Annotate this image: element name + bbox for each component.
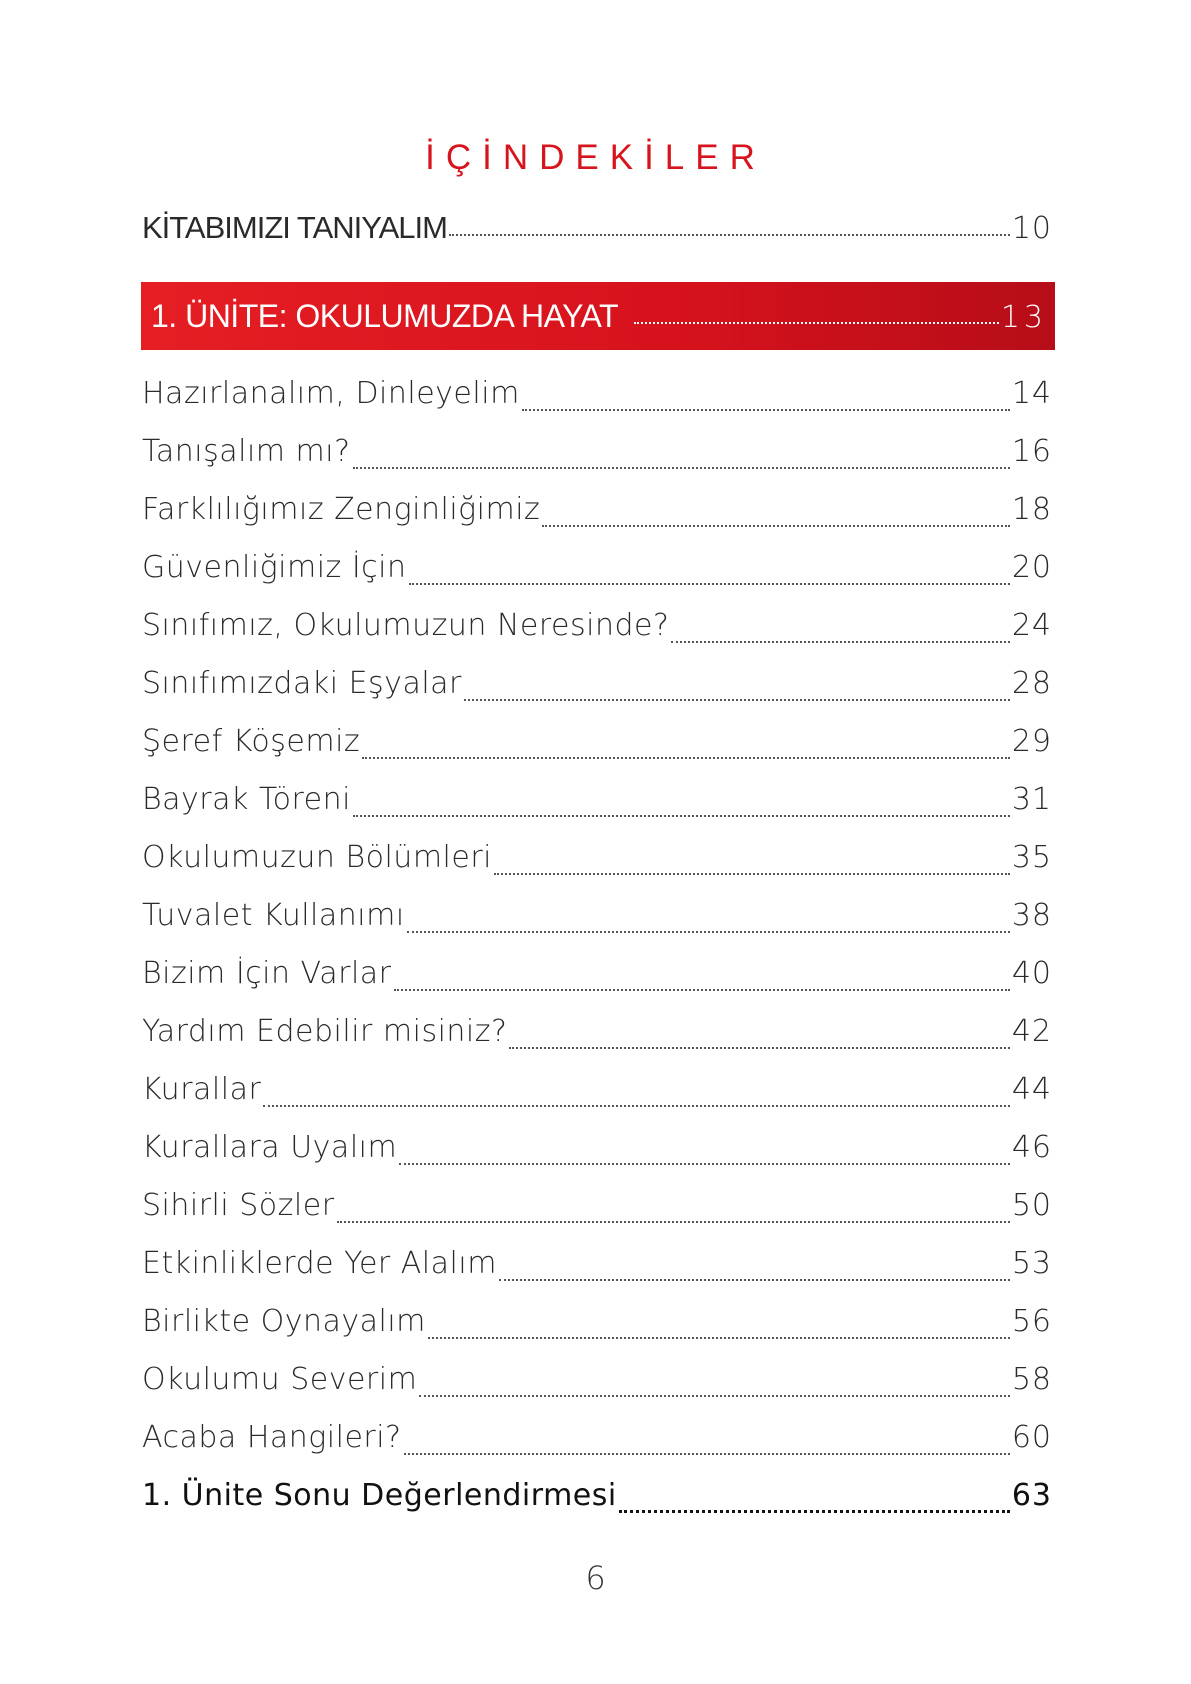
toc-entry-label: Acaba Hangileri? <box>142 1420 402 1455</box>
toc-entry-page: 60 <box>1011 1420 1052 1455</box>
toc-entry[interactable] <box>142 539 1052 597</box>
toc-title: İÇİNDEKİLER <box>425 138 766 177</box>
toc-entry-page: 35 <box>1011 840 1052 875</box>
toc-entry[interactable] <box>142 1293 1052 1351</box>
toc-entry[interactable] <box>142 713 1052 771</box>
toc-entry-page: 18 <box>1011 492 1052 527</box>
toc-entry-page: 53 <box>1011 1246 1052 1281</box>
toc-entry-page: 28 <box>1011 666 1052 701</box>
toc-entry[interactable] <box>142 945 1052 1003</box>
toc-entry[interactable] <box>142 1003 1052 1061</box>
page-number: 6 <box>585 1559 606 1597</box>
unit-header-bar[interactable] <box>141 282 1055 350</box>
toc-entry-label: Sınıfımızdaki Eşyalar <box>142 666 462 701</box>
toc-entry-label: Bayrak Töreni <box>142 782 351 817</box>
toc-entry[interactable] <box>142 1409 1052 1467</box>
dot-leader <box>353 467 1010 469</box>
dot-leader <box>404 1453 1010 1455</box>
toc-entry-page: 56 <box>1011 1304 1052 1339</box>
toc-entry[interactable] <box>142 1351 1052 1409</box>
toc-entry-label: Sınıfımız, Okulumuzun Neresinde? <box>142 608 670 643</box>
dot-leader <box>619 1510 1010 1513</box>
dot-leader <box>449 234 1010 236</box>
dot-leader <box>494 873 1010 875</box>
dot-leader <box>394 989 1010 991</box>
dot-leader <box>464 699 1010 701</box>
dot-leader <box>499 1279 1010 1281</box>
dot-leader <box>634 322 999 324</box>
toc-entry-page: 10 <box>1011 211 1052 246</box>
toc-entry-page: 31 <box>1011 782 1052 817</box>
toc-entry[interactable] <box>142 365 1052 423</box>
toc-entry-unit-assessment[interactable] <box>142 1467 1052 1525</box>
toc-entry-page: 14 <box>1011 376 1052 411</box>
toc-entry-label: Tanışalım mı? <box>142 434 351 469</box>
unit-title: 1. ÜNİTE: OKULUMUZDA HAYAT <box>151 298 619 334</box>
toc-entry-page: 42 <box>1011 1014 1052 1049</box>
toc-entry-intro[interactable] <box>142 208 1052 248</box>
toc-entry[interactable] <box>142 829 1052 887</box>
toc-entry-label: Farklılığımız Zenginliğimiz <box>142 492 541 527</box>
toc-entry-label: Şeref Köşemiz <box>142 724 361 759</box>
toc-entry-page: 24 <box>1011 608 1052 643</box>
toc-entry-label: Etkinliklerde Yer Alalım <box>142 1246 497 1281</box>
dot-leader <box>263 1105 1010 1107</box>
dot-leader <box>362 757 1010 759</box>
unit-page: 13 <box>1000 300 1047 335</box>
toc-entry-label: Kurallar <box>142 1072 262 1107</box>
toc-entry[interactable] <box>142 1235 1052 1293</box>
dot-leader <box>407 931 1010 933</box>
toc-entry-page: 40 <box>1011 956 1052 991</box>
toc-entry[interactable] <box>142 597 1052 655</box>
toc-entry-label: 1. Ünite Sonu Değerlendirmesi <box>142 1478 617 1513</box>
lesson-list <box>142 365 1052 1525</box>
dot-leader <box>353 815 1010 817</box>
toc-entry-label: Hazırlanalım, Dinleyelim <box>142 376 520 411</box>
toc-entry[interactable] <box>142 423 1052 481</box>
dot-leader <box>409 583 1010 585</box>
toc-entry-page: 50 <box>1011 1188 1052 1223</box>
toc-entry-page: 44 <box>1011 1072 1052 1107</box>
toc-entry-label: Okulumuzun Bölümleri <box>142 840 493 875</box>
toc-entry[interactable] <box>142 771 1052 829</box>
dot-leader <box>522 409 1010 411</box>
toc-entry-label: Kurallara Uyalım <box>142 1130 398 1165</box>
toc-entry-page: 63 <box>1011 1478 1052 1513</box>
toc-entry-label: Güvenliğimiz İçin <box>142 550 407 585</box>
toc-entry[interactable] <box>142 481 1052 539</box>
toc-entry-page: 16 <box>1011 434 1052 469</box>
toc-entry-label: Birlikte Oynayalım <box>142 1304 426 1339</box>
toc-entry-label: Bizim İçin Varlar <box>142 956 392 991</box>
toc-entry[interactable] <box>142 655 1052 713</box>
toc-entry-page: 29 <box>1011 724 1052 759</box>
dot-leader <box>337 1221 1010 1223</box>
toc-entry[interactable] <box>142 1119 1052 1177</box>
toc-entry-label: Tuvalet Kullanımı <box>142 898 405 933</box>
toc-entry[interactable] <box>142 887 1052 945</box>
dot-leader <box>509 1047 1009 1049</box>
toc-entry-page: 58 <box>1011 1362 1052 1397</box>
toc-entry[interactable] <box>142 1061 1052 1119</box>
toc-entry[interactable] <box>142 1177 1052 1235</box>
toc-entry-page: 46 <box>1011 1130 1052 1165</box>
toc-entry-label: Okulumu Severim <box>142 1362 418 1397</box>
toc-entry-label: Sihirli Sözler <box>142 1188 335 1223</box>
dot-leader <box>419 1395 1010 1397</box>
dot-leader <box>542 525 1010 527</box>
dot-leader <box>428 1337 1010 1339</box>
toc-entry-page: 38 <box>1011 898 1052 933</box>
toc-entry-label: KİTABIMIZI TANIYALIM <box>142 210 447 245</box>
dot-leader <box>671 641 1009 643</box>
dot-leader <box>399 1163 1010 1165</box>
toc-entry-label: Yardım Edebilir misiniz? <box>142 1014 508 1049</box>
toc-entry-page: 20 <box>1011 550 1052 585</box>
